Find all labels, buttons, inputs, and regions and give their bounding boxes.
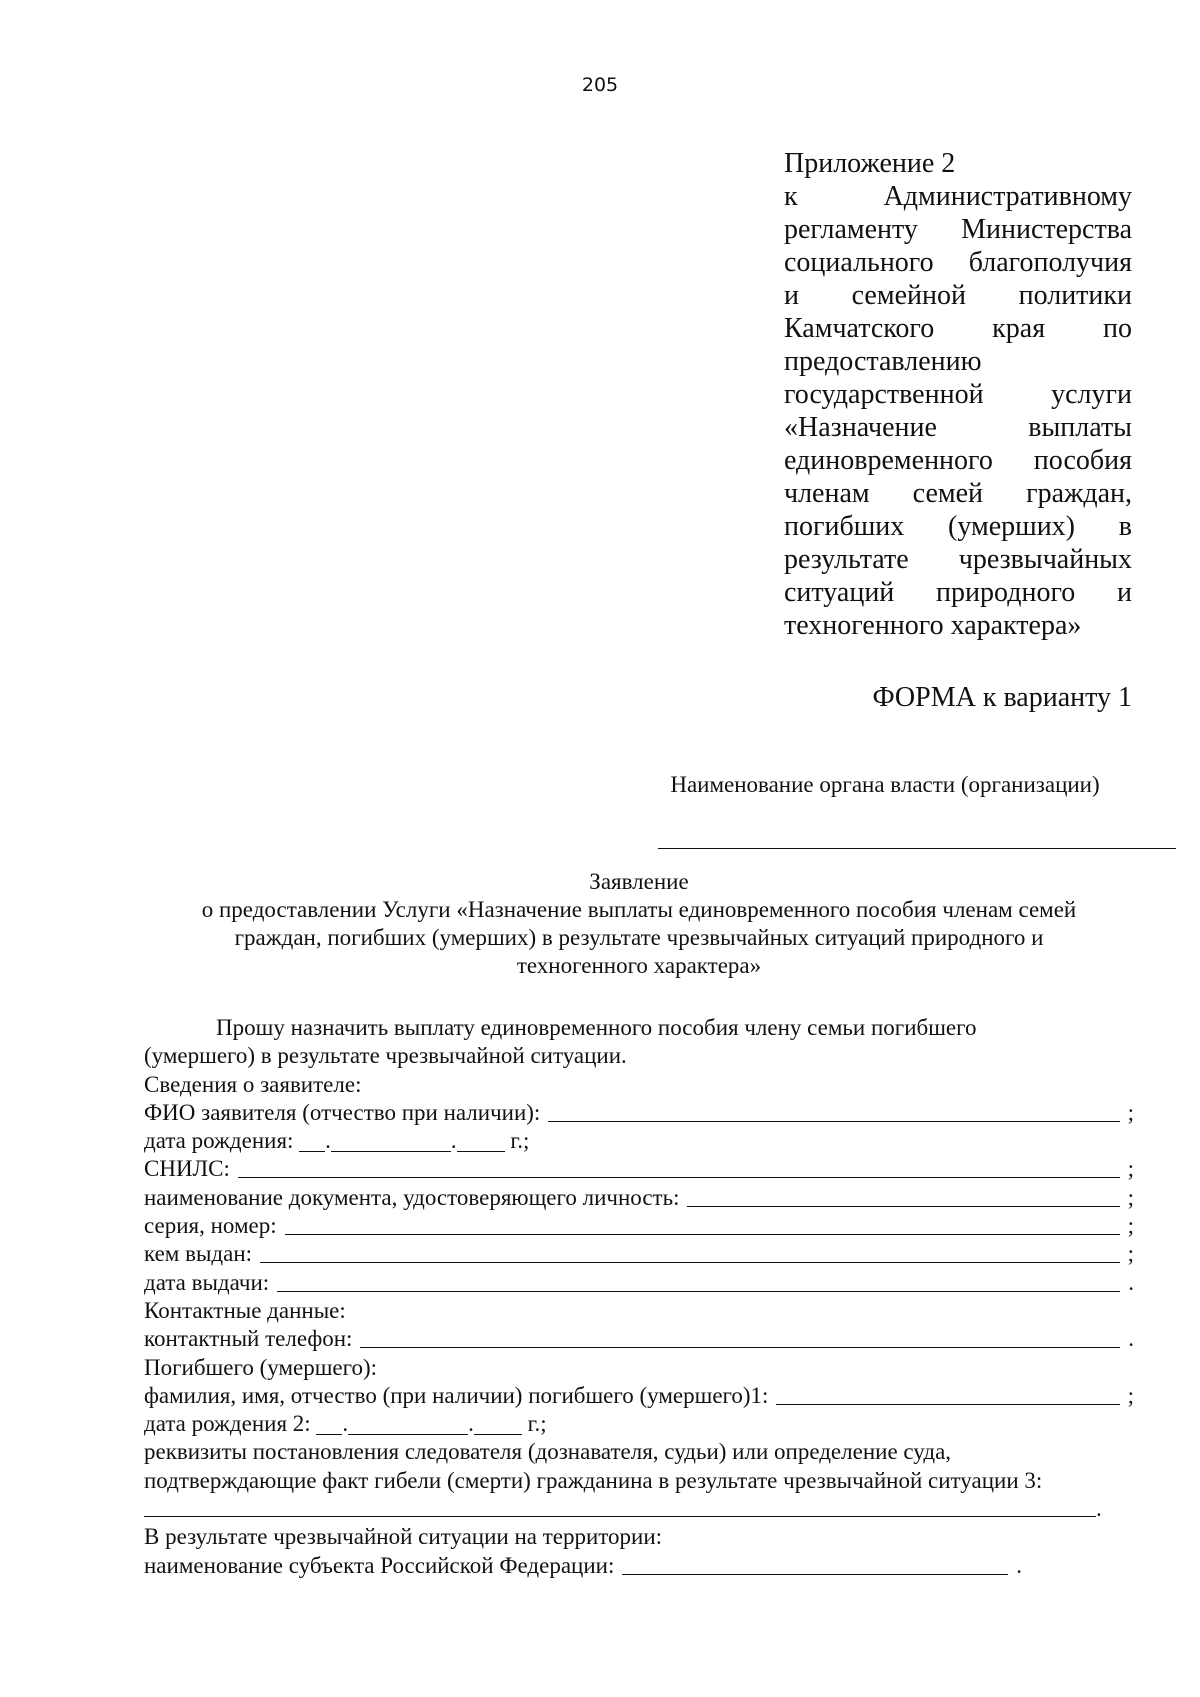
punctuation: ; [1127, 1382, 1134, 1408]
application-heading [144, 868, 1134, 980]
snils-row [144, 1155, 1134, 1183]
deceased-dob-row: дата рождения 2: . . г.; [144, 1410, 1134, 1438]
punctuation: ; [1127, 1184, 1134, 1210]
issued-by-row [144, 1240, 1134, 1268]
phone-field[interactable] [360, 1347, 1120, 1348]
appendix-header [784, 147, 1132, 642]
deceased-dob-day-field[interactable] [316, 1414, 342, 1435]
heading-line: техногенного характера» [516, 953, 762, 978]
appendix-line: социального благополучия [784, 247, 1132, 278]
appendix-line: членам семей граждан, [784, 478, 1132, 509]
id-document-label: наименование документа, удостоверяющего личность: [144, 1184, 680, 1210]
requisites-field[interactable] [144, 1516, 1096, 1517]
appendix-line: Камчатского края по [784, 313, 1132, 344]
applicant-fio-field[interactable] [548, 1121, 1119, 1122]
series-number-row [144, 1212, 1134, 1240]
dob-suffix: г.; [510, 1128, 530, 1154]
requisites-line-1: реквизиты постановления следователя (дознавателя, судьи) или определение суда, [144, 1439, 952, 1465]
subject-label: наименование субъекта Российской Федерации: [144, 1552, 615, 1578]
issue-date-field[interactable] [277, 1291, 1120, 1292]
form-variant: ФОРМА к варианту 1 [872, 682, 1132, 713]
request-line-1: Прошу назначить выплату единовременного пособия члену семьи погибшего [216, 1015, 977, 1040]
authority-input-line[interactable] [658, 848, 1176, 849]
snils-field[interactable] [238, 1177, 1120, 1178]
deceased-fio-label: фамилия, имя, отчество (при наличии) погибшего (умершего)1: [144, 1382, 769, 1408]
authority-label: Наименование органа власти (организации) [670, 772, 1100, 797]
appendix-line: и семейной политики [784, 280, 1132, 311]
appendix-line: погибших (умерших) в [784, 511, 1132, 542]
subject-row [144, 1552, 1134, 1580]
dob-month-field[interactable] [331, 1131, 451, 1152]
deceased-fio-field[interactable] [776, 1404, 1119, 1405]
territory-label: В результате чрезвычайной ситуации на территории: [144, 1524, 663, 1550]
id-document-field[interactable] [687, 1206, 1119, 1207]
contacts-section-heading: Контактные данные: [144, 1297, 346, 1323]
punctuation: . [1128, 1326, 1134, 1352]
snils-label: СНИЛС: [144, 1156, 230, 1182]
applicant-dob-label: дата рождения: [144, 1128, 294, 1154]
punctuation: ; [1127, 1213, 1134, 1239]
heading-line: о предоставлении Услуги «Назначение выплаты единовременного пособия членам семей [201, 897, 1077, 922]
issued-by-field[interactable] [260, 1262, 1120, 1263]
application-title: Заявление [589, 869, 689, 894]
appendix-line: результате чрезвычайных [784, 544, 1132, 575]
applicant-fio-row [144, 1099, 1134, 1127]
applicant-dob-row: дата рождения: . . г.; [144, 1127, 1134, 1155]
deceased-dob-year-field[interactable] [474, 1414, 522, 1435]
appendix-line: единовременного пособия [784, 445, 1132, 476]
phone-row [144, 1325, 1134, 1353]
dob-year-field[interactable] [457, 1131, 505, 1152]
application-body [144, 1014, 1134, 1580]
punctuation: ; [1127, 1156, 1134, 1182]
dob-day-field[interactable] [299, 1131, 325, 1152]
deceased-dob-label: дата рождения 2: [144, 1411, 311, 1437]
punctuation: . [1096, 1496, 1102, 1522]
appendix-line: предоставлению [784, 346, 982, 377]
punctuation: . [1016, 1552, 1022, 1578]
page-number: 205 [581, 74, 619, 96]
appendix-line: регламенту Министерства [784, 214, 1132, 245]
phone-label: контактный телефон: [144, 1326, 353, 1352]
requisites-row [144, 1495, 1134, 1523]
appendix-line: ситуаций природного и [784, 577, 1132, 608]
request-line-2: (умершего) в результате чрезвычайной ситуации. [144, 1043, 627, 1069]
series-number-field[interactable] [285, 1234, 1120, 1235]
subject-field[interactable] [622, 1574, 1008, 1575]
punctuation: ; [1127, 1241, 1134, 1267]
deceased-dob-suffix: г.; [527, 1411, 547, 1437]
issue-date-label: дата выдачи: [144, 1269, 270, 1295]
punctuation: . [1128, 1269, 1134, 1295]
id-document-row [144, 1184, 1134, 1212]
issue-date-row [144, 1269, 1134, 1297]
series-number-label: серия, номер: [144, 1213, 277, 1239]
issued-by-label: кем выдан: [144, 1241, 253, 1267]
appendix-line: государственной услуги [784, 379, 1132, 410]
requisites-line-2: подтверждающие факт гибели (смерти) гражданина в результате чрезвычайной ситуации 3: [144, 1467, 1043, 1493]
punctuation: ; [1127, 1099, 1134, 1125]
deceased-fio-row [144, 1382, 1134, 1410]
applicant-section-heading: Сведения о заявителе: [144, 1071, 362, 1097]
heading-line: граждан, погибших (умерших) в результате чрезвычайных ситуаций природного и [234, 925, 1044, 950]
appendix-line: техногенного характера» [784, 610, 1082, 641]
appendix-line: «Назначение выплаты [784, 412, 1132, 443]
deceased-section-heading: Погибшего (умершего): [144, 1354, 378, 1380]
deceased-dob-month-field[interactable] [348, 1414, 468, 1435]
appendix-title: Приложение 2 [784, 148, 956, 179]
appendix-lines [784, 180, 1132, 642]
applicant-fio-label: ФИО заявителя (отчество при наличии): [144, 1099, 541, 1125]
appendix-line: к Административному [784, 181, 1132, 212]
